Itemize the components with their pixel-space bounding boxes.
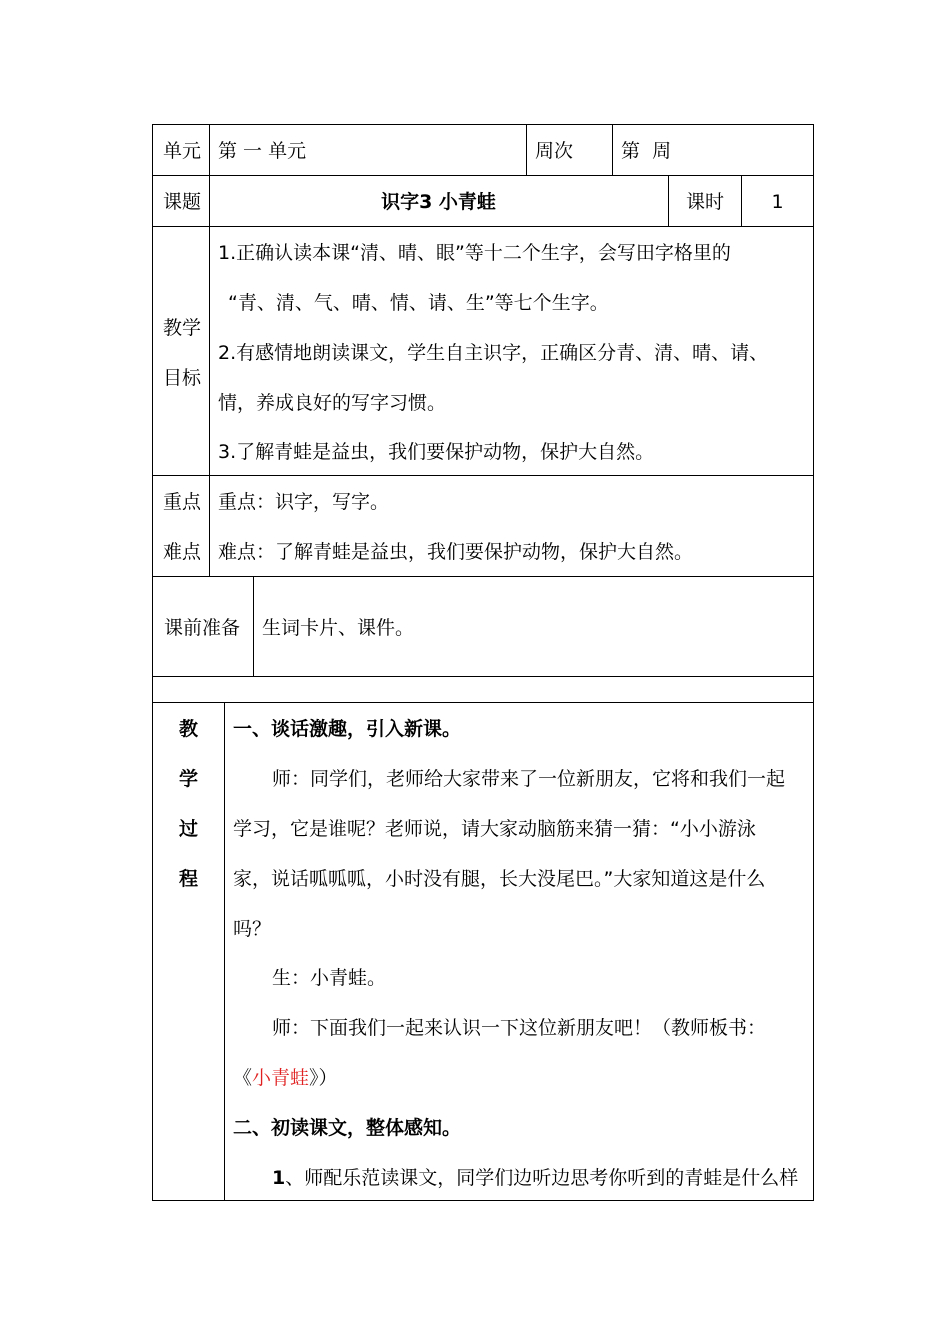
process-label-char: 程 — [179, 868, 199, 890]
row-divider — [152, 175, 814, 176]
bracket-close: 》） — [309, 1067, 338, 1089]
period-value: 1 — [771, 191, 784, 213]
unit-label: 单元 — [163, 140, 202, 162]
unit-value: 第 一 单元 — [218, 140, 307, 162]
row-divider — [152, 576, 814, 577]
section-title: 二、初读课文，整体感知。 — [233, 1117, 462, 1139]
process-label-char: 过 — [179, 818, 199, 840]
objectives-label-2: 目标 — [163, 367, 202, 389]
key-points-label-1: 重点 — [163, 491, 202, 513]
week-value: 第 周 — [621, 140, 672, 162]
objective-line: 2.有感情地朗读课文，学生自主识字，正确区分青、清、晴、请、 — [218, 342, 769, 364]
section-title: 一、谈话激趣，引入新课。 — [233, 718, 462, 740]
row-divider — [152, 702, 814, 703]
row-divider — [152, 676, 814, 677]
difficult-point-text: 难点：了解青蛙是益虫，我们要保护动物，保护大自然。 — [218, 541, 694, 563]
row-divider — [152, 226, 814, 227]
process-paragraph-line: 学习，它是谁呢？老师说，请大家动脑筋来猜一猜：“小小游泳 — [233, 818, 756, 840]
process-paragraph-line — [272, 1166, 798, 1190]
key-points-label-2: 难点 — [163, 541, 202, 563]
week-label: 周次 — [535, 140, 574, 162]
objective-line: “青、清、气、晴、情、请、生”等七个生字。 — [228, 292, 609, 314]
col-divider — [612, 124, 613, 175]
step-number: 1 — [272, 1167, 286, 1189]
col-divider — [224, 702, 225, 1201]
col-divider — [668, 175, 669, 226]
objectives-label-1: 教学 — [163, 317, 202, 339]
topic-value: 识字3 小青蛙 — [381, 191, 496, 213]
objective-line: 1.正确认读本课“清、晴、眼”等十二个生字，会写田字格里的 — [218, 242, 731, 264]
objective-line: 情，养成良好的写字习惯。 — [218, 392, 447, 414]
board-title-highlight: 小青蛙 — [252, 1067, 310, 1089]
period-label: 课时 — [686, 191, 725, 213]
process-label-char: 学 — [179, 768, 199, 790]
process-paragraph-line: 家，说话呱呱呱，小时没有腿，长大没尾巴。”大家知道这是什么 — [233, 868, 766, 890]
board-writing — [233, 1066, 338, 1090]
col-divider — [526, 124, 527, 175]
process-label-char: 教 — [179, 718, 199, 740]
bracket-open: 《 — [233, 1067, 253, 1089]
key-point-text: 重点：识字，写字。 — [218, 491, 390, 513]
topic-label: 课题 — [163, 191, 202, 213]
process-paragraph-line: 吗？ — [233, 918, 272, 940]
preparation-value: 生词卡片、课件。 — [262, 617, 415, 639]
process-paragraph-line: 师：下面我们一起来认识一下这位新朋友吧！（教师板书： — [272, 1017, 767, 1039]
process-paragraph-line: 师：同学们，老师给大家带来了一位新朋友，它将和我们一起 — [272, 768, 786, 790]
student-answer: 生：小青蛙。 — [272, 967, 387, 989]
col-divider — [253, 576, 254, 676]
objective-line: 3.了解青蛙是益虫，我们要保护动物，保护大自然。 — [218, 441, 655, 463]
preparation-label: 课前准备 — [164, 617, 241, 639]
row-divider — [152, 475, 814, 476]
step-text: 、师配乐范读课文，同学们边听边思考你听到的青蛙是什么样 — [285, 1167, 799, 1189]
